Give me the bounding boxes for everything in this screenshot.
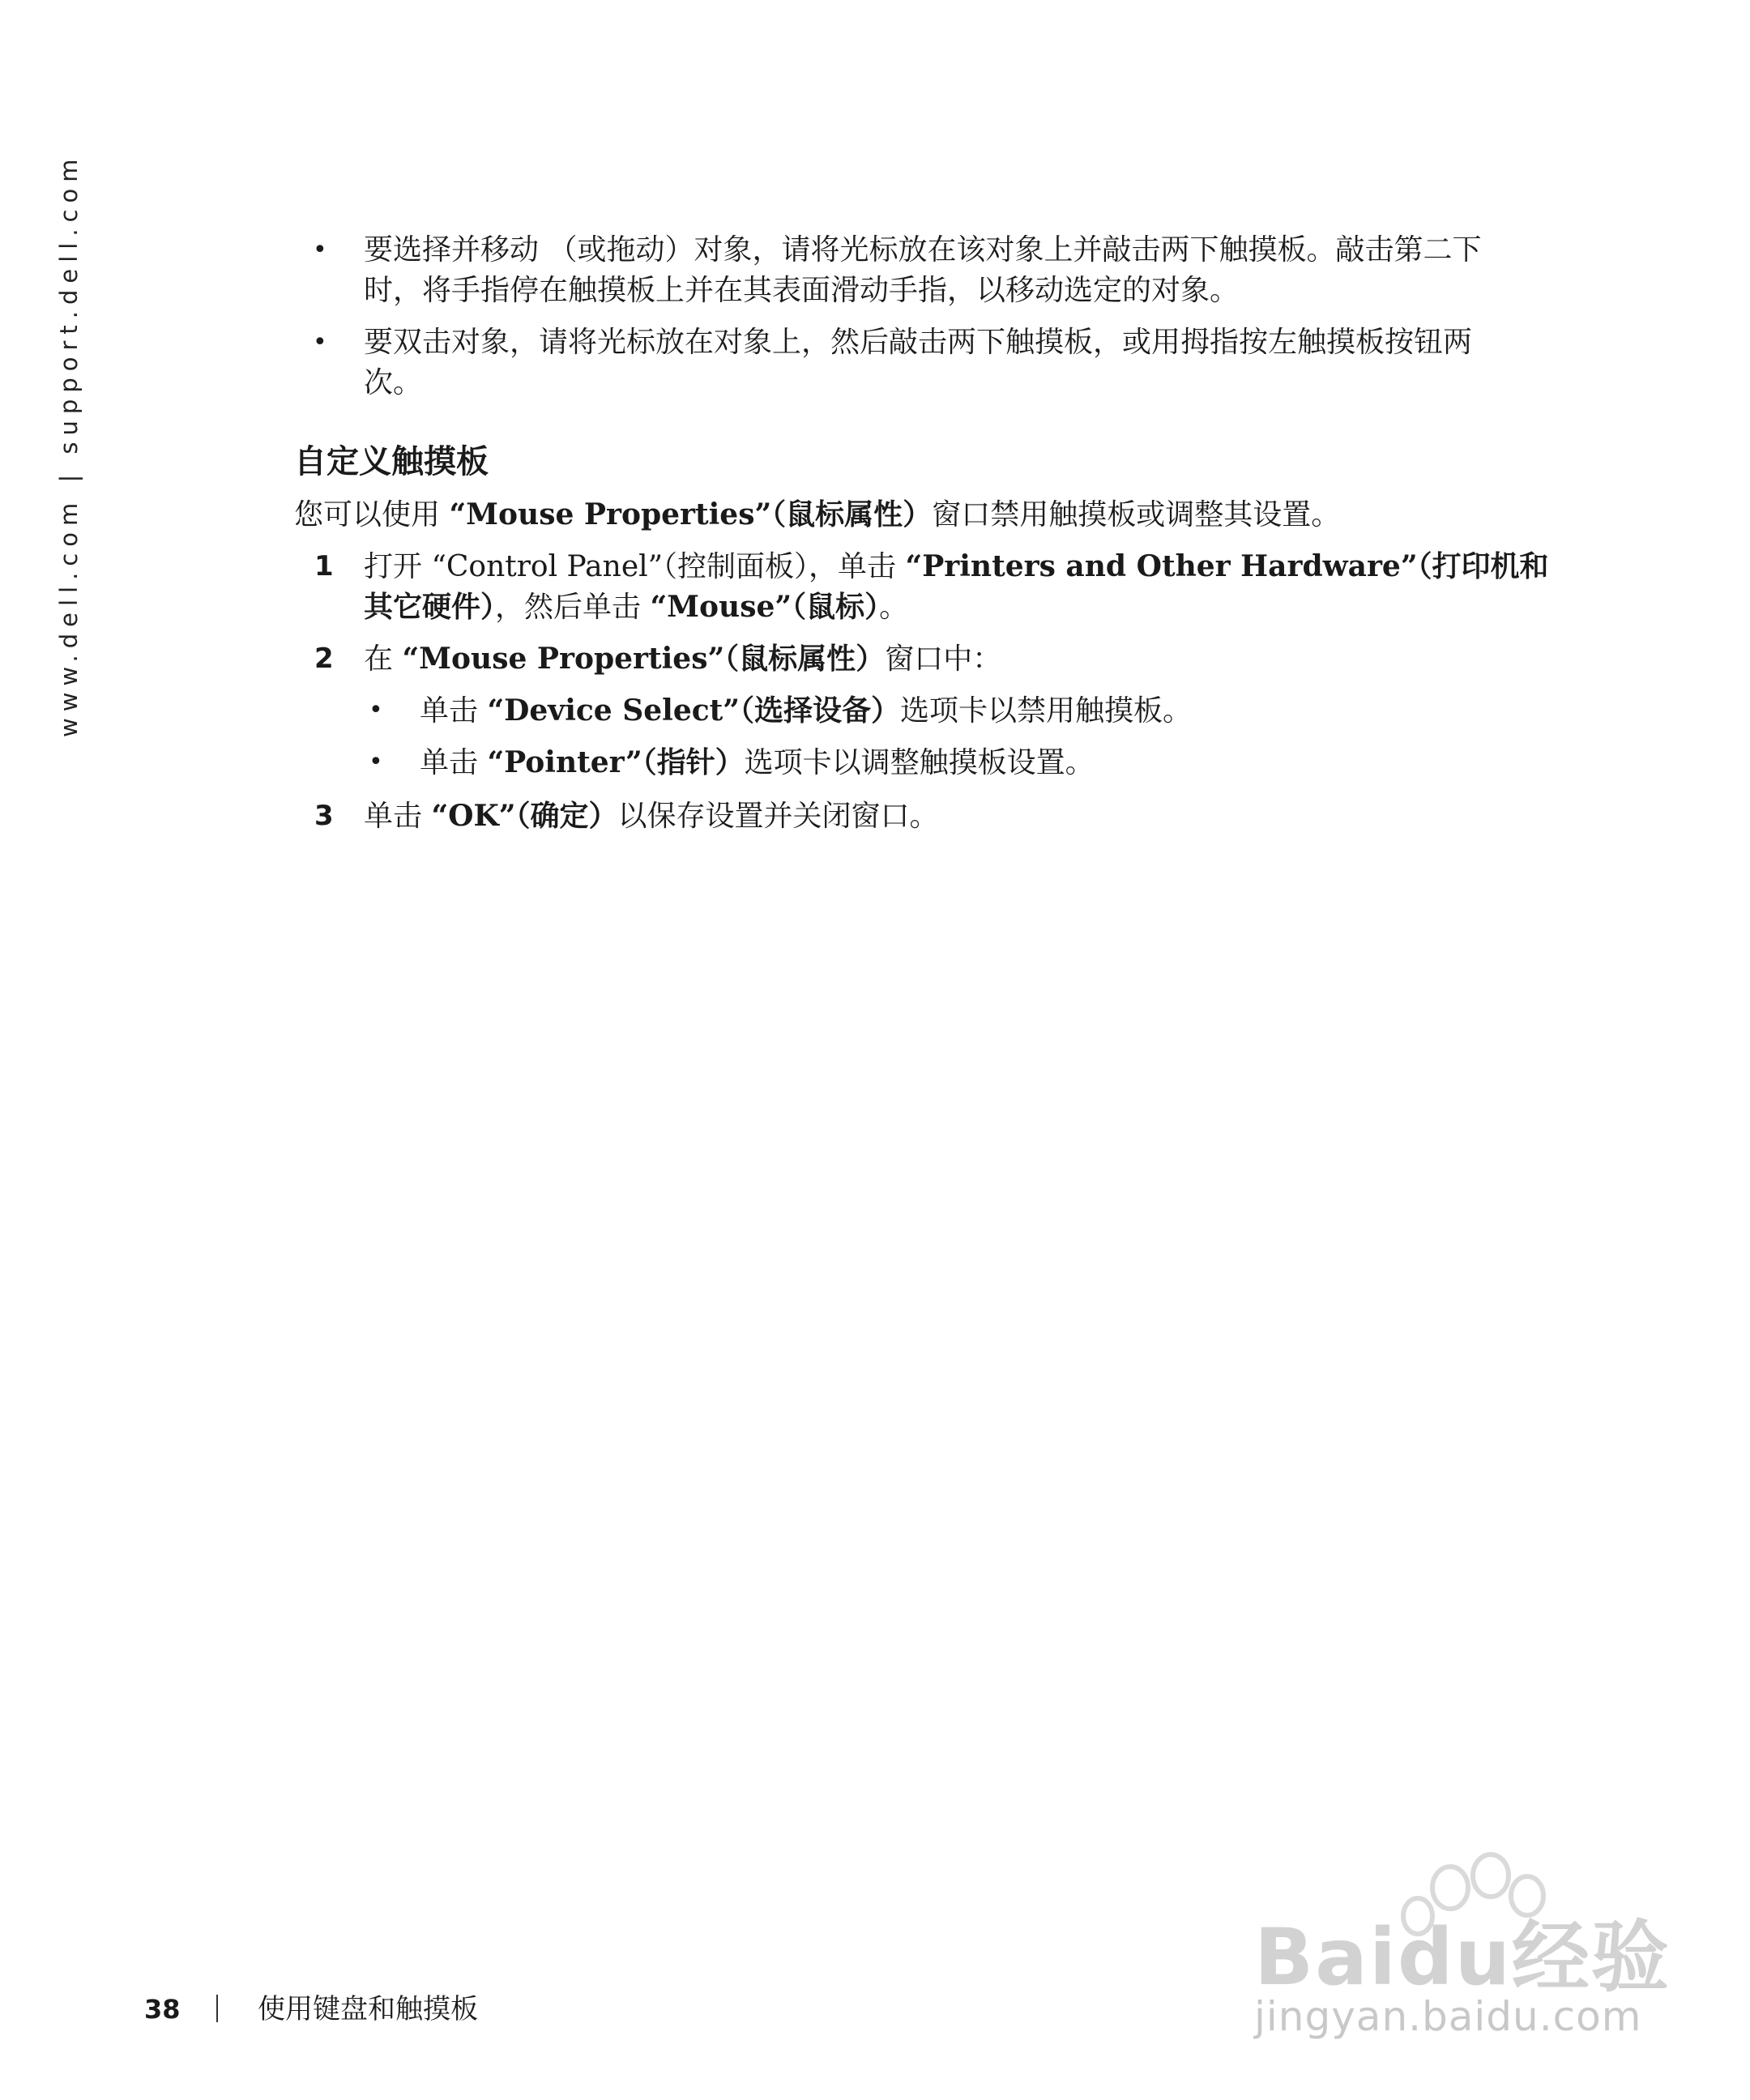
- section-heading: 自定义触摸板: [294, 443, 489, 480]
- sub-bullet-bold: “Pointer”（指针）: [487, 745, 745, 779]
- step-number: 2: [314, 642, 334, 675]
- step-text: 以保存设置并关闭窗口。: [617, 800, 939, 833]
- step-bold: 其它硬件）: [364, 590, 496, 624]
- step-text: 打开 “Control Panel”（控制面板），单击: [364, 550, 906, 583]
- bullet-dot: •: [369, 696, 383, 724]
- bullet-dot: •: [313, 236, 327, 264]
- intro-bold: “Mouse Properties”（鼠标属性）: [449, 497, 933, 531]
- watermark-brand: Baidu经验: [1254, 1912, 1671, 2003]
- bullet-dot: •: [313, 328, 327, 356]
- step-bold: “Mouse”（鼠标）: [650, 590, 880, 624]
- sub-bullet-text-end: 选项卡以禁用触摸板。: [899, 694, 1192, 728]
- bullet-2-line-2: 次。: [364, 366, 423, 399]
- footer-divider: [216, 1995, 218, 2022]
- step-text: 单击: [364, 800, 432, 833]
- step-1-line-1: [364, 546, 1549, 587]
- side-url-text: www.dell.com | support.dell.com: [55, 152, 83, 737]
- bullet-1-line-1: 要选择并移动 （或拖动）对象，请将光标放在该对象上并敲击两下触摸板。敲击第二下: [364, 233, 1482, 267]
- sub-bullet-1: [420, 690, 1192, 732]
- step-text: 在: [364, 642, 403, 676]
- step-text: 。: [879, 591, 909, 624]
- step-1-line-2: [364, 587, 908, 628]
- footer-section-title: 使用键盘和触摸板: [258, 1993, 478, 2025]
- sub-bullet-text-end: 选项卡以调整触摸板设置。: [744, 746, 1095, 779]
- step-text: 窗口中：: [885, 642, 1002, 676]
- intro-paragraph: [294, 494, 1340, 536]
- step-2-line: [364, 638, 1001, 680]
- page-number: 38: [144, 1994, 181, 2025]
- sub-bullet-bold: “Device Select”（选择设备）: [487, 694, 900, 728]
- bullet-dot: •: [369, 748, 383, 776]
- watermark-url: jingyan.baidu.com: [1254, 1993, 1642, 2040]
- intro-text: 您可以使用: [294, 498, 450, 531]
- bullet-1-line-2: 时，将手指停在触摸板上并在其表面滑动手指，以移动选定的对象。: [364, 274, 1240, 307]
- sub-bullet-2: [420, 742, 1095, 783]
- bullet-2-line-1: 要双击对象，请将光标放在对象上，然后敲击两下触摸板，或用拇指按左触摸板按钮两: [364, 326, 1473, 359]
- sub-bullet-text: 单击: [420, 746, 488, 779]
- step-bold: “Mouse Properties”（鼠标属性）: [402, 642, 886, 676]
- step-bold: “Printers and Other Hardware”（打印机和: [905, 549, 1549, 583]
- step-number: 3: [314, 800, 334, 832]
- intro-text-end: 窗口禁用触摸板或调整其设置。: [932, 498, 1341, 531]
- step-bold: “OK”（确定）: [431, 799, 618, 833]
- step-text: ，然后单击: [495, 591, 651, 624]
- step-3-line: [364, 796, 939, 837]
- sub-bullet-text: 单击: [420, 694, 488, 728]
- step-number: 1: [314, 550, 334, 583]
